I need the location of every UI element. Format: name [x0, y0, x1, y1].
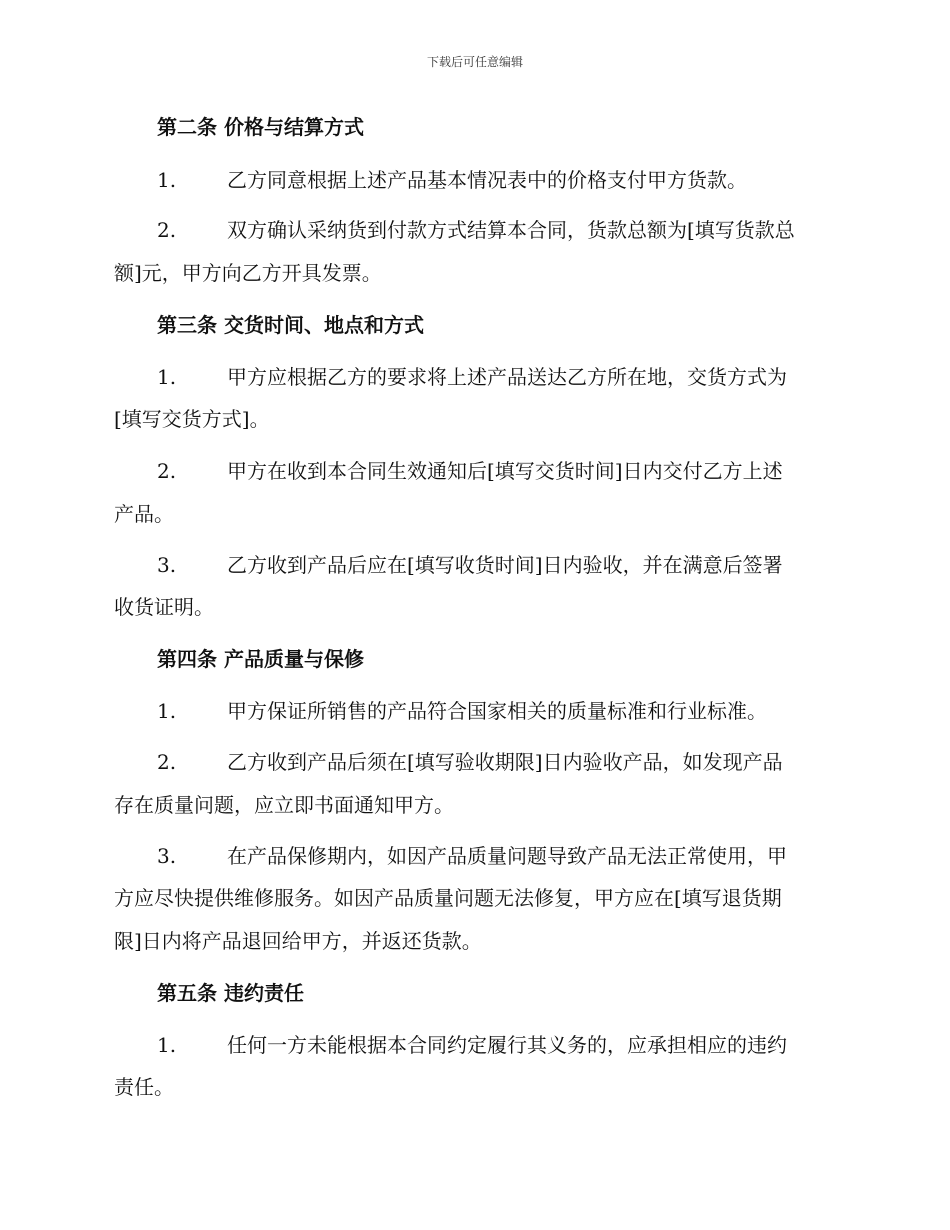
item-number: 1.	[157, 168, 177, 192]
item-text: 乙方同意根据上述产品基本情况表中的价格支付甲方货款。	[227, 168, 747, 192]
section-3-item-1	[114, 367, 787, 387]
item-text: 乙方收到产品后须在[填写验收期限]日内验收产品，如发现产品	[227, 750, 783, 774]
item-number: 1.	[157, 365, 177, 389]
section-4-item-3-cont: 方应尽快提供维修服务。如因产品质量问题无法修复，甲方应在[填写退货期	[114, 886, 782, 910]
section-2-item-1	[114, 170, 747, 190]
section-5-title: 第五条 违约责任	[157, 981, 304, 1005]
item-text: 甲方保证所销售的产品符合国家相关的质量标准和行业标准。	[227, 699, 767, 723]
item-text: 双方确认采纳货到付款方式结算本合同，货款总额为[填写货款总	[227, 218, 795, 242]
section-4-item-2	[114, 752, 783, 772]
page-header: 下载后可任意编辑	[426, 55, 523, 69]
item-number: 1.	[157, 1033, 177, 1057]
item-number: 2.	[157, 459, 177, 483]
item-number: 2.	[157, 218, 177, 242]
item-number: 3.	[157, 553, 177, 577]
section-4-item-3	[114, 846, 787, 866]
item-text: 甲方在收到本合同生效通知后[填写交货时间]日内交付乙方上述	[227, 459, 783, 483]
section-3-item-3	[114, 555, 783, 575]
section-3-item-2	[114, 461, 783, 481]
section-4-title: 第四条 产品质量与保修	[157, 647, 364, 671]
section-3-item-2-cont: 产品。	[114, 502, 174, 526]
section-5-item-1	[114, 1035, 787, 1055]
section-3-item-3-cont: 收货证明。	[114, 595, 214, 619]
section-4-item-3-cont-2: 限]日内将产品退回给甲方，并返还货款。	[114, 929, 482, 953]
section-3-item-1-cont: [填写交货方式]。	[114, 407, 270, 431]
item-text: 任何一方未能根据本合同约定履行其义务的，应承担相应的违约	[227, 1033, 787, 1057]
section-4-item-2-cont: 存在质量问题，应立即书面通知甲方。	[114, 793, 454, 817]
item-number: 1.	[157, 699, 177, 723]
section-2-item-2	[114, 220, 795, 240]
section-2-title: 第二条 价格与结算方式	[157, 115, 364, 139]
section-4-item-1	[114, 701, 767, 721]
item-text: 在产品保修期内，如因产品质量问题导致产品无法正常使用，甲	[227, 844, 787, 868]
item-text: 乙方收到产品后应在[填写收货时间]日内验收，并在满意后签署	[227, 553, 783, 577]
section-3-title: 第三条 交货时间、地点和方式	[157, 313, 424, 337]
section-5-item-1-cont: 责任。	[114, 1075, 174, 1099]
item-number: 3.	[157, 844, 177, 868]
section-2-item-2-cont: 额]元，甲方向乙方开具发票。	[114, 261, 382, 285]
item-text: 甲方应根据乙方的要求将上述产品送达乙方所在地，交货方式为	[227, 365, 787, 389]
item-number: 2.	[157, 750, 177, 774]
